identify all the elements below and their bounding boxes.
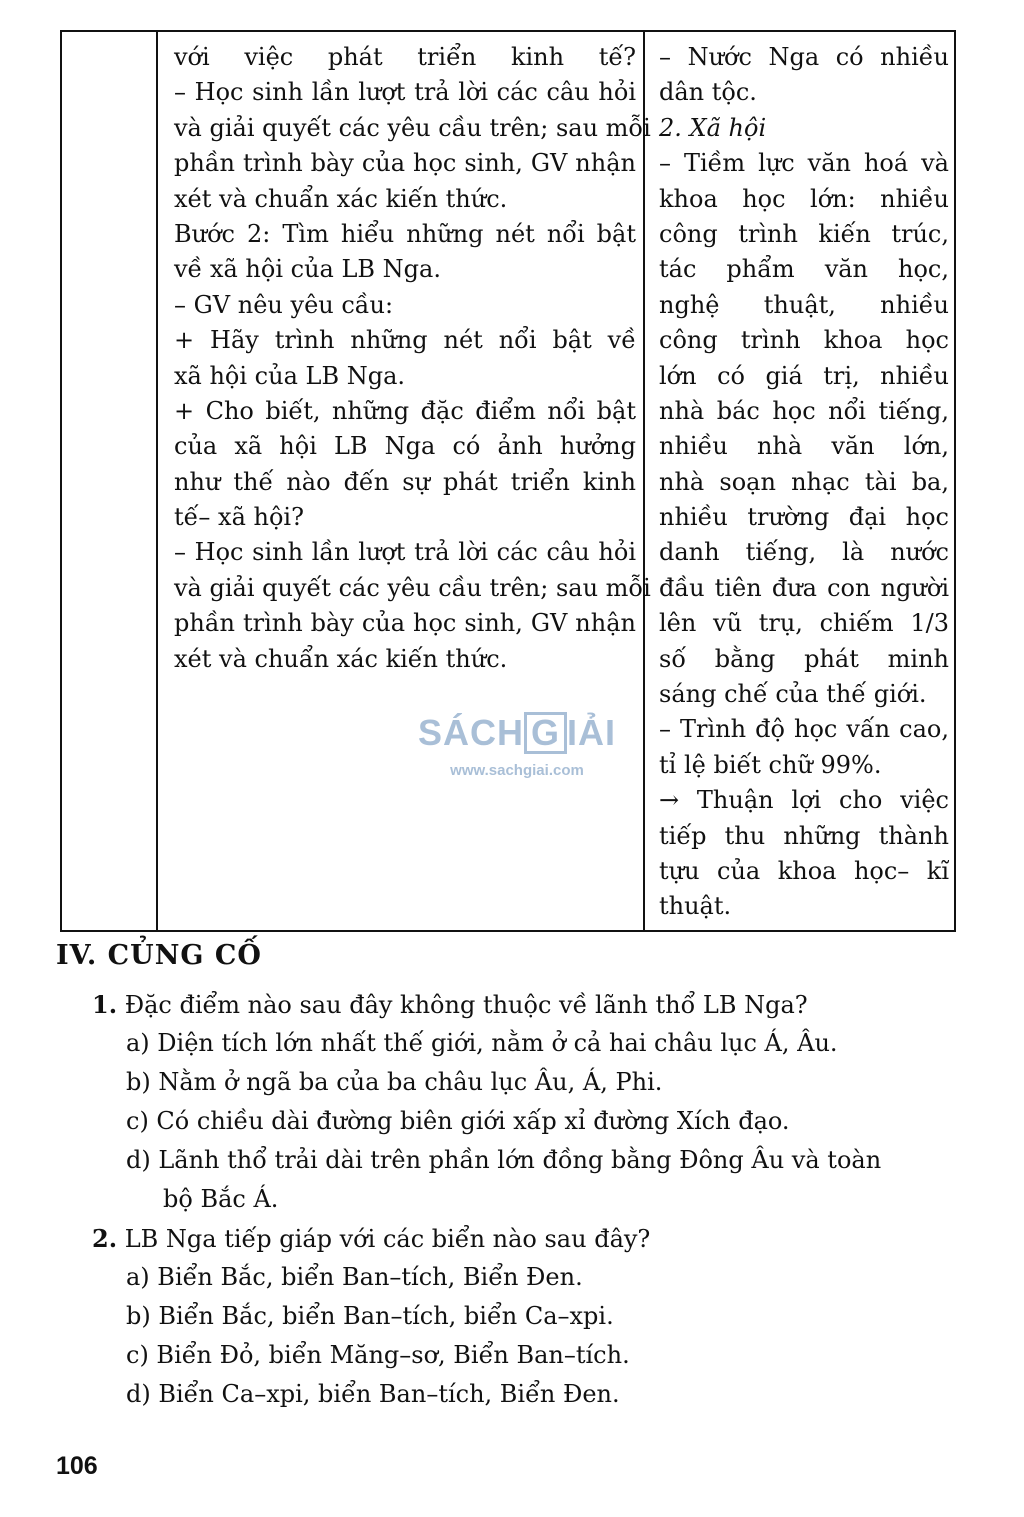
subsection-heading: 2. Xã hội xyxy=(659,113,767,142)
table-line: – GV nêu yêu cầu: xyxy=(174,290,394,319)
table-line: tế– xã hội? xyxy=(174,503,304,532)
answer-option: a) Biển Bắc, biển Ban–tích, Biển Đen. xyxy=(126,1263,583,1291)
table-line: tác phẩm văn học, xyxy=(659,255,949,284)
table-line: công trình kiến trúc, xyxy=(659,219,949,248)
table-line: dân tộc. xyxy=(659,78,757,107)
table-line: + Cho biết, những đặc điểm nổi bật xyxy=(174,396,636,425)
table-line: Bước 2: Tìm hiểu những nét nổi bật xyxy=(174,219,636,248)
watermark-logo xyxy=(412,712,622,754)
answer-option: b) Biển Bắc, biển Ban–tích, biển Ca–xpi. xyxy=(126,1302,614,1330)
table-line: danh tiếng, là nước xyxy=(659,538,949,567)
watermark-url: www.sachgiai.com xyxy=(450,762,584,779)
table-line: đầu tiên đưa con người xyxy=(659,573,949,602)
table-line: lớn có giá trị, nhiều xyxy=(659,361,949,390)
answer-option: a) Diện tích lớn nhất thế giới, nằm ở cả hai châu lục Á, Âu. xyxy=(126,1029,838,1057)
page-number: 106 xyxy=(56,1452,98,1480)
table-line: về xã hội của LB Nga. xyxy=(174,255,441,284)
question-text: LB Nga tiếp giáp với các biển nào sau đây? xyxy=(124,1225,651,1253)
table-line: phần trình bày của học sinh, GV nhận xyxy=(174,149,636,178)
section-title: IV. CỦNG CỐ xyxy=(56,940,262,971)
table-line: – Nước Nga có nhiều xyxy=(659,43,949,71)
table-line: sáng chế của thế giới. xyxy=(659,680,927,709)
table-line: và giải quyết các yêu cầu trên; sau mỗi xyxy=(174,113,651,142)
table-line: nhiều nhà văn lớn, xyxy=(659,432,949,461)
table-line: – Trình độ học vấn cao, xyxy=(659,715,949,744)
table-line: và giải quyết các yêu cầu trên; sau mỗi xyxy=(174,573,651,602)
question-number: 1. xyxy=(92,990,118,1019)
table-line: xét và chuẩn xác kiến thức. xyxy=(174,644,508,673)
table-line: với việc phát triển kinh tế? xyxy=(174,43,636,71)
table-line: – Học sinh lần lượt trả lời các câu hỏi xyxy=(174,538,636,567)
table-line: phần trình bày của học sinh, GV nhận xyxy=(174,609,636,638)
table-line: lên vũ trụ, chiếm 1/3 xyxy=(659,609,949,638)
watermark xyxy=(412,712,622,779)
question-2 xyxy=(92,1219,650,1259)
table-line: như thế nào đến sự phát triển kinh xyxy=(174,467,636,496)
table-line: khoa học lớn: nhiều xyxy=(659,184,949,213)
answer-option: d) Biển Ca–xpi, biển Ban–tích, Biển Đen. xyxy=(126,1380,620,1408)
question-text: Đặc điểm nào sau đây không thuộc về lãnh thổ LB Nga? xyxy=(124,991,808,1019)
table-line: tỉ lệ biết chữ 99%. xyxy=(659,750,882,779)
table-line: nhiều trường đại học xyxy=(659,503,949,532)
content-column xyxy=(659,40,949,925)
question-number: 2. xyxy=(92,1224,118,1253)
watermark-logo-g: G xyxy=(524,712,567,754)
table-line: thuật. xyxy=(659,892,732,921)
table-line: nghệ thuật, nhiều xyxy=(659,290,949,319)
watermark-logo-left: SÁCH xyxy=(417,712,524,753)
watermark-logo-right: IẢI xyxy=(567,712,617,753)
table-line: – Học sinh lần lượt trả lời các câu hỏi xyxy=(174,78,636,107)
table-line: – Tiềm lực văn hoá và xyxy=(659,149,949,178)
table-line: xã hội của LB Nga. xyxy=(174,361,406,390)
table-line: xét và chuẩn xác kiến thức. xyxy=(174,184,508,213)
table-line: nhà bác học nổi tiếng, xyxy=(659,396,949,425)
activities-column xyxy=(174,40,651,677)
answer-option-continuation: bộ Bắc Á. xyxy=(163,1185,279,1213)
table-line: tựu của khoa học– kĩ xyxy=(659,856,949,885)
answer-option: c) Biển Đỏ, biển Măng–sơ, Biển Ban–tích. xyxy=(126,1341,630,1369)
table-line: + Hãy trình những nét nổi bật về xyxy=(174,326,636,355)
table-line: nhà soạn nhạc tài ba, xyxy=(659,467,949,496)
table-line: số bằng phát minh xyxy=(659,644,949,673)
question-1 xyxy=(92,985,808,1025)
answer-option: b) Nằm ở ngã ba của ba châu lục Âu, Á, Phi. xyxy=(126,1068,663,1096)
answer-option: c) Có chiều dài đường biên giới xấp xỉ đường Xích đạo. xyxy=(126,1107,790,1135)
table-line: → Thuận lợi cho việc xyxy=(659,786,949,815)
table-line: công trình khoa học xyxy=(659,326,949,355)
table-line: của xã hội LB Nga có ảnh hưởng xyxy=(174,432,636,461)
table-column-divider xyxy=(643,32,645,930)
table-column-divider xyxy=(156,32,158,930)
answer-option: d) Lãnh thổ trải dài trên phần lớn đồng bằng Đông Âu và toàn xyxy=(126,1146,882,1174)
table-line: tiếp thu những thành xyxy=(659,821,949,850)
lesson-table xyxy=(60,30,956,932)
